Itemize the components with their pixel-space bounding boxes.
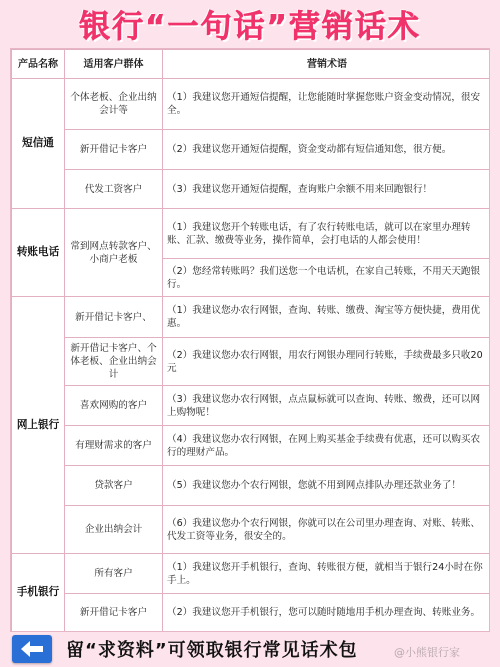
script-cell: （3）我建议您办农行网银，点点鼠标就可以查询、转账、缴费，还可以网上购物呢！ — [163, 386, 491, 426]
watermark: @小熊银行家 — [394, 646, 460, 659]
table-row — [12, 506, 491, 554]
table-row — [12, 554, 491, 594]
group-cell: 个体老板、企业出纳会计等 — [65, 79, 163, 130]
arrow-left-icon — [12, 635, 52, 663]
script-table — [10, 48, 490, 632]
product-sms: 短信通 — [12, 79, 65, 209]
group-cell: 新开借记卡客户、个体老板、企业出纳会计 — [65, 338, 163, 386]
table-row — [12, 386, 491, 426]
script-cell: （1）我建议您办农行网银，查询、转账、缴费、淘宝等方便快捷，费用优惠。 — [163, 297, 491, 338]
script-cell: （4）我建议您办农行网银，在网上购买基金手续费有优惠，还可以购买农行的理财产品。 — [163, 426, 491, 466]
group-cell: 新开借记卡客户、 — [65, 297, 163, 338]
group-cell: 有理财需求的客户 — [65, 426, 163, 466]
script-cell: （1）我建议您开个转账电话，有了农行转账电话，就可以在家里办理转账、汇款、缴费等业务，操作简单，会打电话的人都会使用！ — [163, 209, 491, 259]
table-row — [12, 170, 491, 209]
script-cell: （2）您经常转账吗？我们送您一个电话机，在家自己转账，不用天天跑银行。 — [163, 259, 491, 297]
script-cell: （2）我建议您开手机银行，您可以随时随地用手机办理查询、转账业务。 — [163, 594, 491, 632]
product-mobile: 手机银行 — [12, 554, 65, 632]
group-cell: 新开借记卡客户 — [65, 130, 163, 170]
header-product: 产品名称 — [12, 50, 65, 79]
table-row — [12, 594, 491, 632]
group-cell: 所有客户 — [65, 554, 163, 594]
product-online: 网上银行 — [12, 297, 65, 554]
script-cell: （2）我建议您办农行网银，用农行网银办理同行转账，手续费最多只收20元 — [163, 338, 491, 386]
table-row — [12, 466, 491, 506]
header-group: 适用客户群体 — [65, 50, 163, 79]
footer-text: 留“求资料”可领取银行常见话术包 — [66, 640, 358, 661]
table-row — [12, 426, 491, 466]
table-row — [12, 338, 491, 386]
group-cell: 新开借记卡客户 — [65, 594, 163, 632]
script-cell: （3）我建议您开通短信提醒，查询账户余额不用来回跑银行！ — [163, 170, 491, 209]
group-cell: 企业出纳会计 — [65, 506, 163, 554]
script-cell: （6）我建议您办个农行网银，你就可以在公司里办理查询、对账、转账、代发工资等业务，很安全的。 — [163, 506, 491, 554]
script-cell: （5）我建议您办个农行网银，您就不用到网点排队办理还款业务了！ — [163, 466, 491, 506]
group-cell: 常到网点转款客户、小商户老板 — [65, 209, 163, 297]
script-cell: （1）我建议您开手机银行，查询、转账很方便，就相当于银行24小时在你手上。 — [163, 554, 491, 594]
script-cell: （1）我建议您开通短信提醒，让您能随时掌握您账户资金变动情况，很安全。 — [163, 79, 491, 130]
page-title: 银行“一句话”营销话术 — [79, 8, 421, 45]
product-transfer: 转账电话 — [12, 209, 65, 297]
group-cell: 喜欢网购的客户 — [65, 386, 163, 426]
group-cell: 贷款客户 — [65, 466, 163, 506]
table-row — [12, 297, 491, 338]
table-row — [12, 130, 491, 170]
script-cell: （2）我建议您开通短信提醒，资金变动都有短信通知您，很方便。 — [163, 130, 491, 170]
header-row — [12, 50, 491, 79]
header-script: 营销术语 — [163, 50, 491, 79]
group-cell: 代发工资客户 — [65, 170, 163, 209]
table-row — [12, 209, 491, 259]
table-row — [12, 79, 491, 130]
